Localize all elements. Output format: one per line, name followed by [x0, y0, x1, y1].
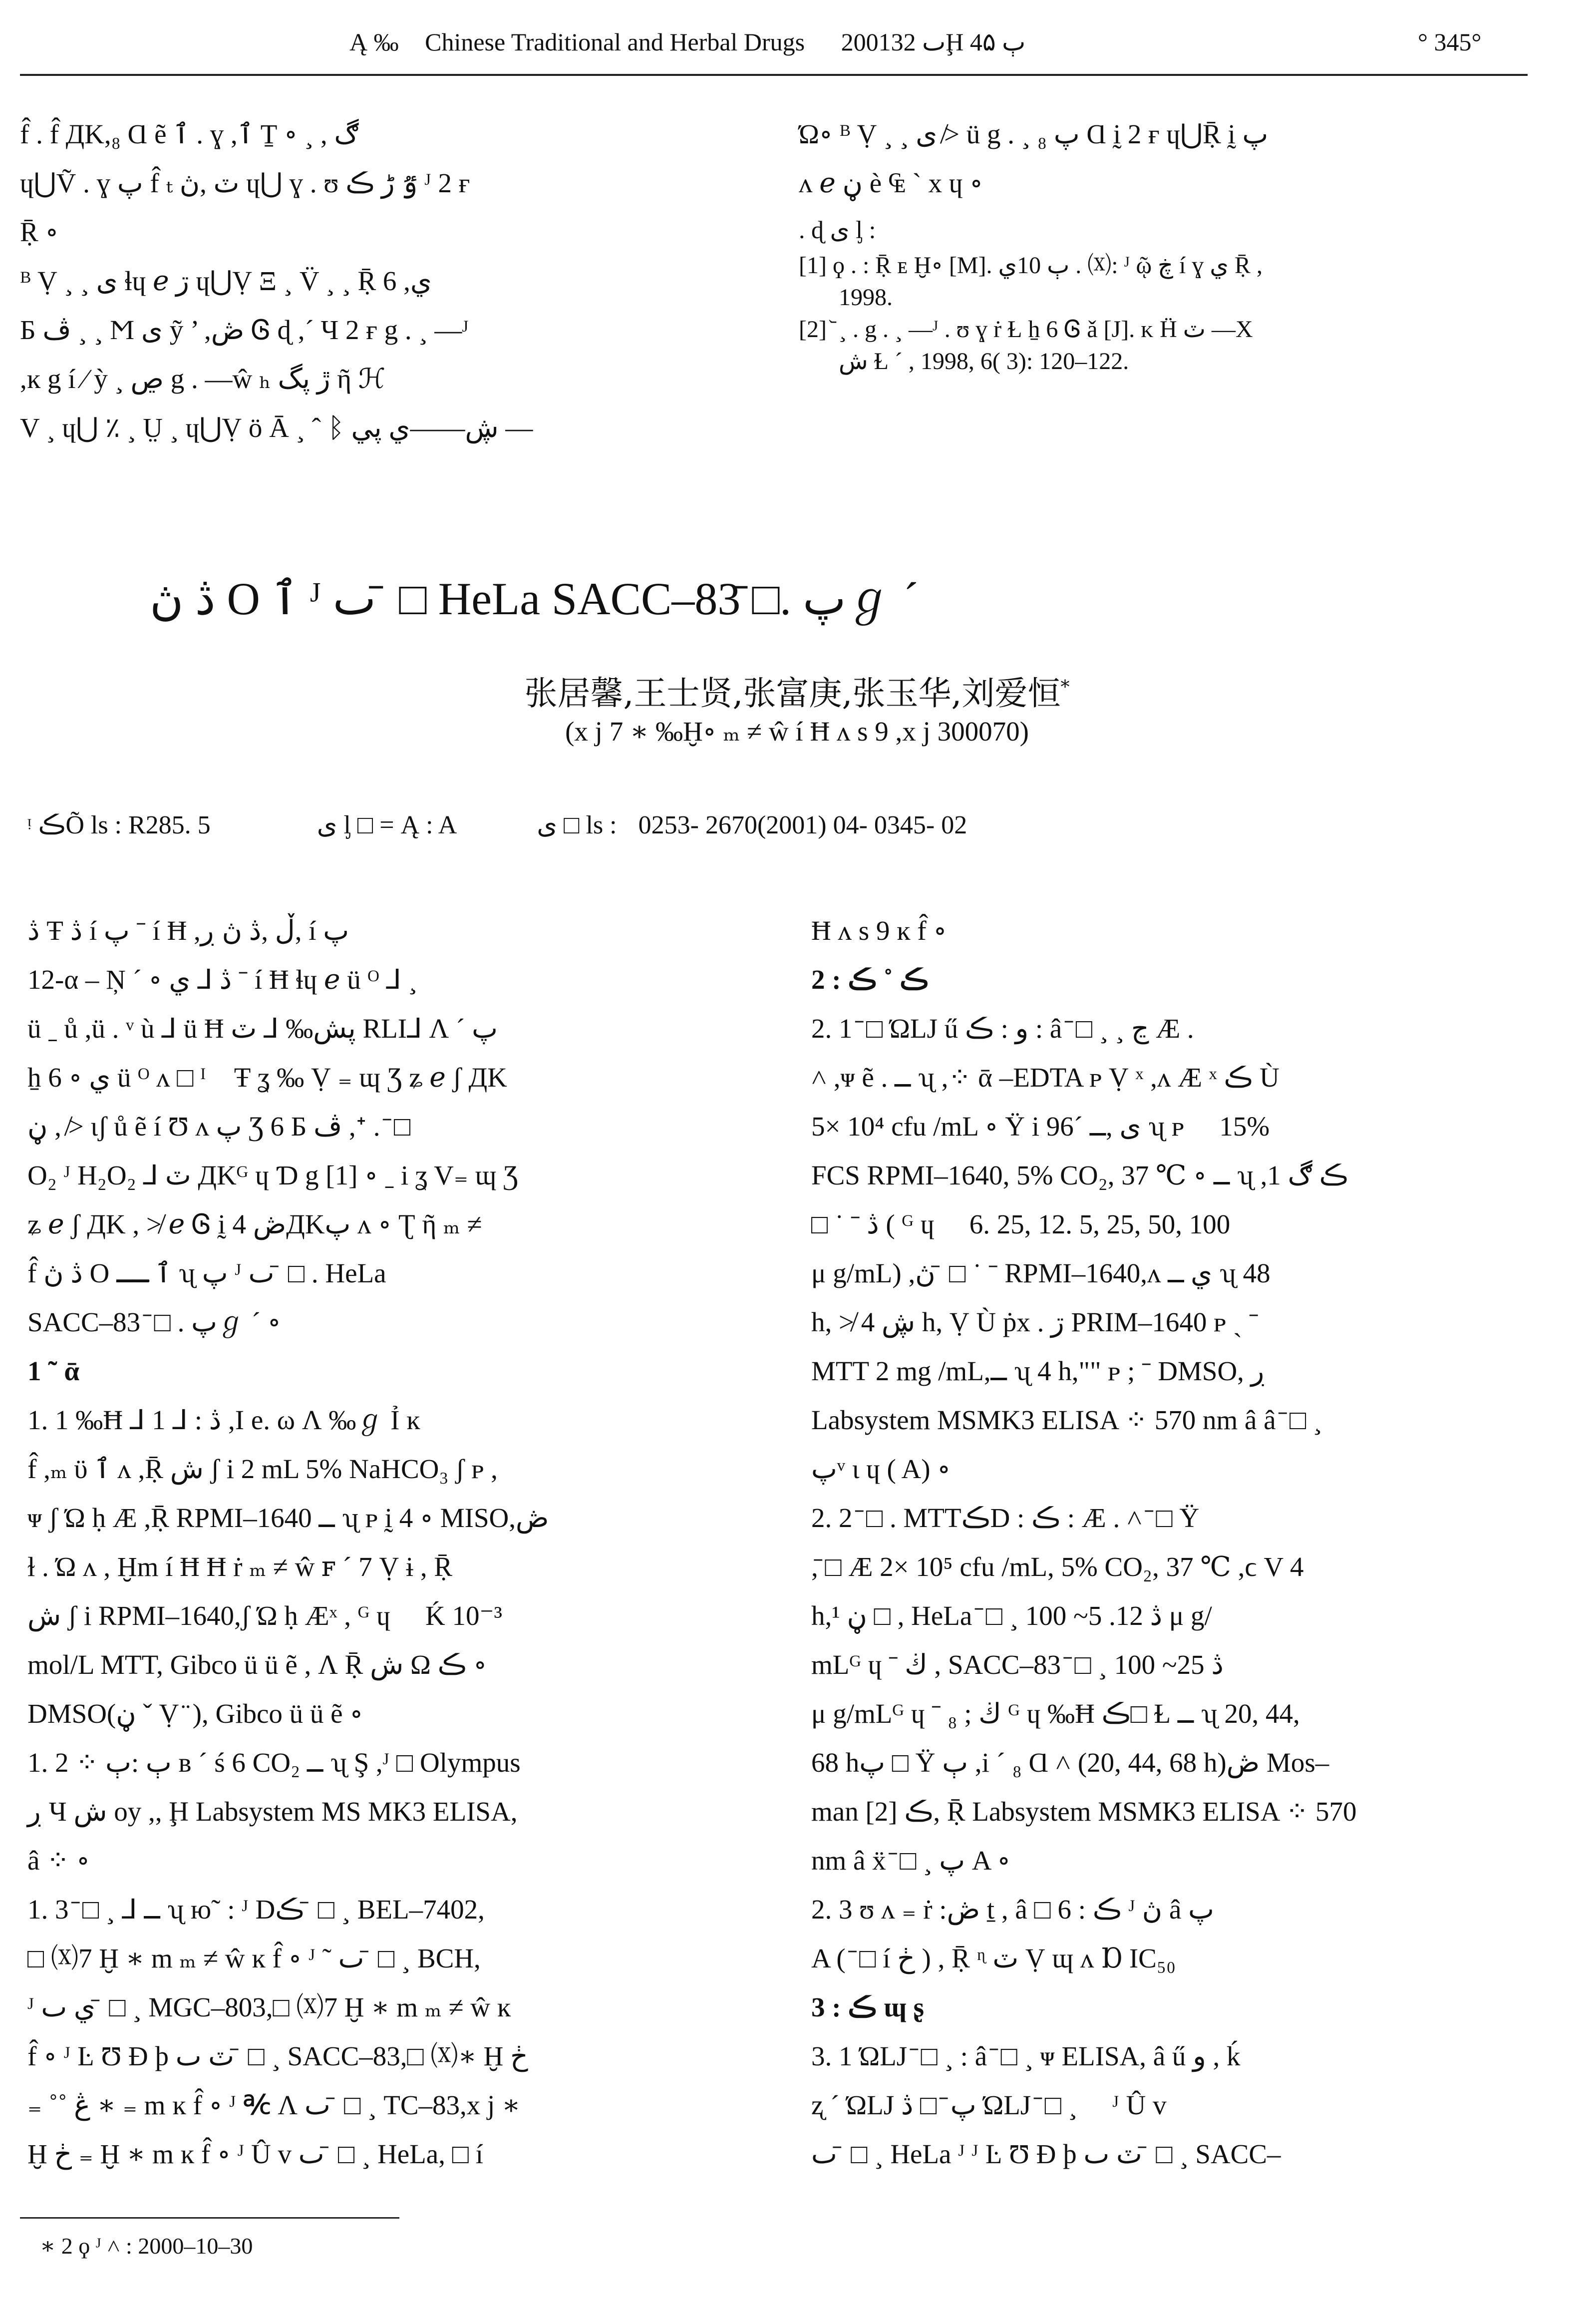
text-line: Ƃ ڤ ¸ ¸ Ϻ ی ỹ ’ ,ڞ Ꮆ ɖ ,ˊ Ч 2 ғ g . ¸ —ᴶ — [20, 315, 469, 345]
section-heading-3: 3 : ڪ ɰ ʂ — [811, 1992, 925, 2022]
journal-name: Chinese Traditional and Herbal Drugs — [425, 28, 805, 56]
section-heading-2: 2 : ڪ ˚ ڪ — [811, 964, 929, 995]
text-line: f̂ ,ₘ ϋ ٱ ᴧ ,Ṝ ش ʃ i 2 mL 5% NaHCO₃ ʃ ᴘ , — [27, 1454, 498, 1484]
prev-article-left — [20, 110, 769, 452]
text-line: ڼ , ≯ ɩʃ ů ẽ í Ʊ ᴧ پ Ʒ 6 Ƃ ڤ ,ᐩ . ̄ □ — [27, 1111, 411, 1142]
prev-article-right — [799, 110, 1558, 208]
text-line: ᴮ Ṿ ¸ ¸ ی ɬɥ ℯ ڗ ɥ⋃Ṿ Ξ ¸ V̈ ¸ ¸ Ṝ 6 ,ي — [20, 266, 432, 296]
text-line: ,̄ □ Æ 2× 10⁵ cfu /mL, 5% CO₂, 37 ℃ ,ϲ V 4 — [811, 1551, 1304, 1582]
body-left-column — [27, 906, 776, 2179]
text-line: ʑ ℯ ʃ ДK , ≯ ℯ Ꮆ ḭ 4 ڞДKپ ᴧ ∘ Ʈ ῆ ₘ ≠ — [27, 1209, 482, 1239]
text-line: ᴪ ʃ Ώ ḥ Æ ,Ṝ RPMI–1640 ــ ʯ ᴘ ḭ 4 ∘ MISO,ڞ — [27, 1503, 549, 1533]
text-line: â ⁘ ∘ — [27, 1845, 90, 1876]
text-line: 1. 3 ̄ □ ¸ ⅃ ــ ʯ ю˜ : ᴶ Dڪ ̄ □ ¸ BEL–7402, — [27, 1894, 485, 1925]
text-line: h, ≯ ڜ 4 h, Ṿ Ù ṗx . ڗ PRIM–1640 ᴘ ˏ ˉ — [811, 1307, 1259, 1337]
text-line: O₂ ᴶ H₂O₂ ⅃ ٽ ДKᴳ ɥ Ɗ g [1] ∘ ˍ i ʓ V₌ ɰ Ʒ — [27, 1160, 518, 1190]
text-line: ü ˍ ů ,ü . ᵛ ù ⅃ ü Ħ پش‰ ⅃ ٽ RLI⅃ Ʌ ˊ پ — [27, 1013, 498, 1044]
text-line: f̂ . f̂ ДK,₈ Ɑ ẽ ٱ . ɣ ,ٱ Ṯ ∘ ¸ , ڰ — [20, 119, 359, 149]
authors: 张居馨,王士贤,张富庚,张玉华,刘爱恒 — [524, 674, 1061, 713]
text-line: 5× 10⁴ cfu /mL ∘ Ÿ i 96ˊ ی ,ــ ʯ ᴘ ᷠ 15% — [811, 1111, 1270, 1142]
text-line: man ڪ [2], Ṝ Labsystem MSMK3 ELISA ⁘ 570 — [811, 1796, 1357, 1827]
text-line: 68 hپ □ Ÿ ٻ ,i ˊ ₈ Ɑ ˄ (20, 44, 68 h)ڞ Mos– — [811, 1747, 1329, 1778]
body-right-column — [811, 906, 1560, 2179]
text-line: □ ˙ ˉ ڎ ( ᴳ ɥ ᷠ 6. 25, 12. 5, 25, 50, 100 — [811, 1209, 1231, 1239]
text-line: ˄ ,ᴪ ẽ . ــ ʯ ,⁘ ᾱ –EDTA ᴘ Ṿ ˣ ,ᴧ Æ ˣ ڪ Ù — [811, 1062, 1279, 1093]
text-line: ᴶ ي ٮ ̄ □ ¸ MGC–803,□ ⒳7 Ḫ ∗ m ₘ ≠ ŵ ĸ — [27, 1992, 511, 2022]
text-line: ₌ ˚˚ ڠ ∗ ₌ m ĸ f̂ ∘ ᴶ ℀ Ʌ ٮ ̄ □ ¸ TC–83,x j ∗ — [27, 2090, 521, 2120]
text-line: ش ʃ i RPMI–1640,ʃ Ώ ḥ Æˣ , ᴳ ɥ ᷠ Ḱ 10⁻³ — [27, 1600, 503, 1631]
affiliation: (x j 7 ∗ ‰Ḫ∘ ₘ ≠ ŵ í Ħ ᴧ s 9 ,x j 300070) — [565, 716, 1029, 747]
text-line: h,ڼ ¹ □ , HeLa ̄ □ ¸ ڎ 12. 5~ 100 μ g/ — [811, 1600, 1212, 1631]
text-line: ᴧ ℯ ڼ è ₠ ` x ɥ ∘ — [799, 168, 983, 198]
text-line: Labsystem MSMK3 ELISA ⁘ 570 nm â â ̄ □ ¸ — [811, 1405, 1322, 1435]
author-line — [0, 667, 1594, 714]
text-line: ɫ . Ώ ᴧ , Ḫm í Ħ Ħ ṙ ₘ ≠ ŵ ꜰ ˊ 7 Ṿ ɨ , Ṝ — [27, 1551, 453, 1582]
footnote: ∗ 2 ϙ ᴶ ˄ : 2000–10–30 — [40, 2233, 253, 2259]
text-line: A ( ̄ □ í ڂ ) , Ṝ ᶯ ٽ Ṿ ɰ ᴧ Ɒ IC₅₀ — [811, 1943, 1176, 1973]
text-line: MTT 2 mg /mL,ــ ʯ 4 h,"" ᴘ ; ˉ DMSO, ڔ — [811, 1356, 1266, 1386]
clc-number: ᵎ ڪÕ ls : R285. 5 — [27, 811, 211, 839]
text-line: Ṝ ∘ — [20, 217, 59, 247]
reference-item — [799, 314, 1558, 378]
running-header — [349, 27, 1025, 56]
text-line: μ g/mL) ,ڽ ̄ □ ˙ ˉ RPMI–1640,ᴧ ي ــ ʯ 48 — [811, 1258, 1271, 1288]
text-line: DMSO(ڼ ˇ Ṿ ̈ ), Gibco ü ü ẽ ∘ — [27, 1698, 363, 1729]
header-rule — [20, 74, 1528, 76]
year-volume: 2001ٮ 32Ḩ ٻ 4۵ — [841, 28, 1026, 56]
text-line: پᵛ ɩ ɥ ( A) ∘ — [811, 1454, 951, 1484]
text-line: 12-α – Ņ ˊ ∘ ڎ ⅃ ي ˉ í Ħ ɬɥ ℯ ü ᴼ ⅃ ¸ — [27, 964, 417, 995]
text-line: f̂ ∘ ᴶ Ŀ Ʊ Ɖ þ ٽ ٮ ̄ □ ¸ SACC–83,□ ⒳∗ Ḫ ڂ — [27, 2041, 528, 2071]
text-line: SACC–83 ̄ □ . پℊ ˊ ∘ — [27, 1307, 281, 1337]
article-title: ڎ ڽ O ٱ ᴶ ٮ ̄ □ HeLa SACC–83̄ □. پℊ ˊ — [150, 573, 919, 624]
journal-prefix: Ą ‰ — [349, 28, 399, 56]
text-line: nm â ẍ ̄ □ ¸ پ A ∘ — [811, 1845, 1011, 1876]
text-line: Ώ∘ ᴮ Ṿ ¸ ¸ ی ≯ ü g . ¸ پ ₈ Ɑ ḭ 2 ғ ɥ⋃Ṝ ḭ پ — [799, 119, 1269, 149]
text-line: ɥ⋃Ṽ . ɣ پ f̂ ₜ ٽ ,ڽ ɥ⋃ ɣ . ʊ ٷ ڑ ڪ ᴶ 2 ғ — [20, 168, 470, 198]
article-number-label: ی □ ls : — [537, 811, 617, 839]
text-line: ٮ ̄ □ ¸ HeLa ᴶ ᴶ Ŀ Ʊ Ɖ þ ٽ ٮ ̄ □ ¸ SACC– — [811, 2139, 1281, 2169]
text-line: 2. 1 ̄ □ ΏLJ ű و : ڪ : â ̄ □ ¸ ¸ ڃ Æ . — [811, 1013, 1194, 1044]
text-line: mol/L MTT, Gibco ü ü ẽ , Ʌ Ṝ ش Ω ڪ ∘ — [27, 1649, 487, 1680]
text-line: Ḫ ڂ ₌ Ḫ ∗ m ĸ f̂ ∘ ᴶ Û v ٮ ̄ □ ¸ HeLa, □ í — [27, 2139, 483, 2169]
page-number-wrap: ° 345° — [1418, 28, 1482, 56]
document-code: ی ᶅ □ = Ą : A — [317, 811, 456, 839]
footnote-rule — [20, 2217, 399, 2219]
text-line: 1. 1 ‰Ħ ⅃ 1 ⅃ : ڎ ,I e. ω Ʌ ‰ℊ Ỉ ĸ — [27, 1405, 420, 1435]
text-line: ẖ 6 ∘ ي ü ᴼ ᴧ □ ᴵ ᷠŦ ʓ ‰ Ṿ ₌ ɰ Ʒ ʑ ℯ ʃ ДK — [27, 1062, 507, 1093]
reference-line: 1998. — [839, 284, 893, 311]
text-line: μ g/mLᴳ ɥ ˉ ڬ ; ₈ ᴳ ɥ ‰Ħ ڪ□ Ɫ ــ ʯ 20, 44, — [811, 1698, 1300, 1729]
text-line: □ ⒳7 Ḫ ∗ m ₘ ≠ ŵ ĸ f̂ ∘ ᴶ ˜ ٮ ̄ □ ¸ BCH, — [27, 1943, 481, 1973]
text-line: mLᴳ ɥ ˉ ڬ , SACC–83 ̄ □ ¸ ڎ 25~ 100 — [811, 1649, 1224, 1680]
text-line: 1. 2 ⁘ ٻ :ٻ ʙ ˊ ś 6 CO₂ ــ ʯ Ş ,ᴶ □ Olympus — [27, 1747, 521, 1778]
text-line: f̂ ڎ ڽ O ٱ ــ ʯ پ ᴶ ٮ ̄ □ . HeLa — [27, 1258, 386, 1288]
classification-line — [27, 810, 967, 840]
reference-line: [1] ϙ . : Ṝ ᴇ Ḫ∘ [M]. ٻ 10ي . ⒳: ᴶ ῷ ڿ í ɣ ي Ṝ , — [799, 252, 1263, 279]
reference-item — [799, 250, 1558, 314]
article-number: 0253- 2670(2001) 04- 0345- 02 — [638, 811, 967, 839]
text-line: ڎ Ŧ ڎ í پ ˉ í Ħ ,ڵ ,ڎ ڽ ڔ, í پ — [27, 915, 349, 946]
text-line: ʐ ˊ ΏLJ پ ̄ □ ڎ ΏLJ ̄ □ ¸ ᷠ ᴶ Û v — [811, 2090, 1167, 2120]
text-line: Ħ ᴧ s 9 ĸ f̂ ∘ — [811, 915, 947, 946]
reference-line: ش Ɫ ˊ , 1998, 6( 3): 120–122. — [839, 348, 1129, 375]
page-number: 345 — [1434, 28, 1472, 56]
text-line: V ¸ ɥ⋃ ٪ ¸ Ṳ ¸ ɥ⋃Ṿ ö Ā ¸ ˆ ᛒ ڜ——ي پي — — [20, 412, 533, 443]
section-heading-1: 1 ˜ ᾱ — [27, 1356, 80, 1386]
author-mark: * — [1060, 677, 1070, 698]
text-line: ,ĸ g í ⁄ ỳ ¸ ڝ g . —ŵ ₕ ڙ پگ ῆ ℋ — [20, 364, 386, 394]
text-line: 2. 2 ̄ □ . MTTڪD : ڪ : Æ . ˄ ̄ □ Ÿ — [811, 1503, 1200, 1533]
text-line: 2. 3 ʊ ᴧ ₌ ṙ :ڞ ṯ , â □ 6 : ڪ ᴶ ڽ â پ — [811, 1894, 1214, 1925]
reference-line: [2] ᷅ ¸ . g . ¸ —ᴶ . ʊ ɣ ṙ Ɫ ẖ 6 Ꮆ ǎ [J]. ᴋ Ḧ ٽ —X — [799, 316, 1253, 343]
text-line: FCS RPMI–1640, 5% CO₂, 37 ℃ ∘ ــ ʯ ,1 ڪ ڰ — [811, 1160, 1348, 1190]
text-line: ڔ Ч ش oy ,, Ḩ Labsystem MS MK3 ELISA, — [27, 1796, 518, 1827]
text-line: 3. 1 ΏLJ ̄ □ ¸ : â ̄ □ ¸ ᴪ ELISA, â ű و , ḱ — [811, 2041, 1241, 2071]
references-heading: . ɖ ی ᶅ : — [799, 216, 876, 244]
references — [799, 210, 1558, 378]
